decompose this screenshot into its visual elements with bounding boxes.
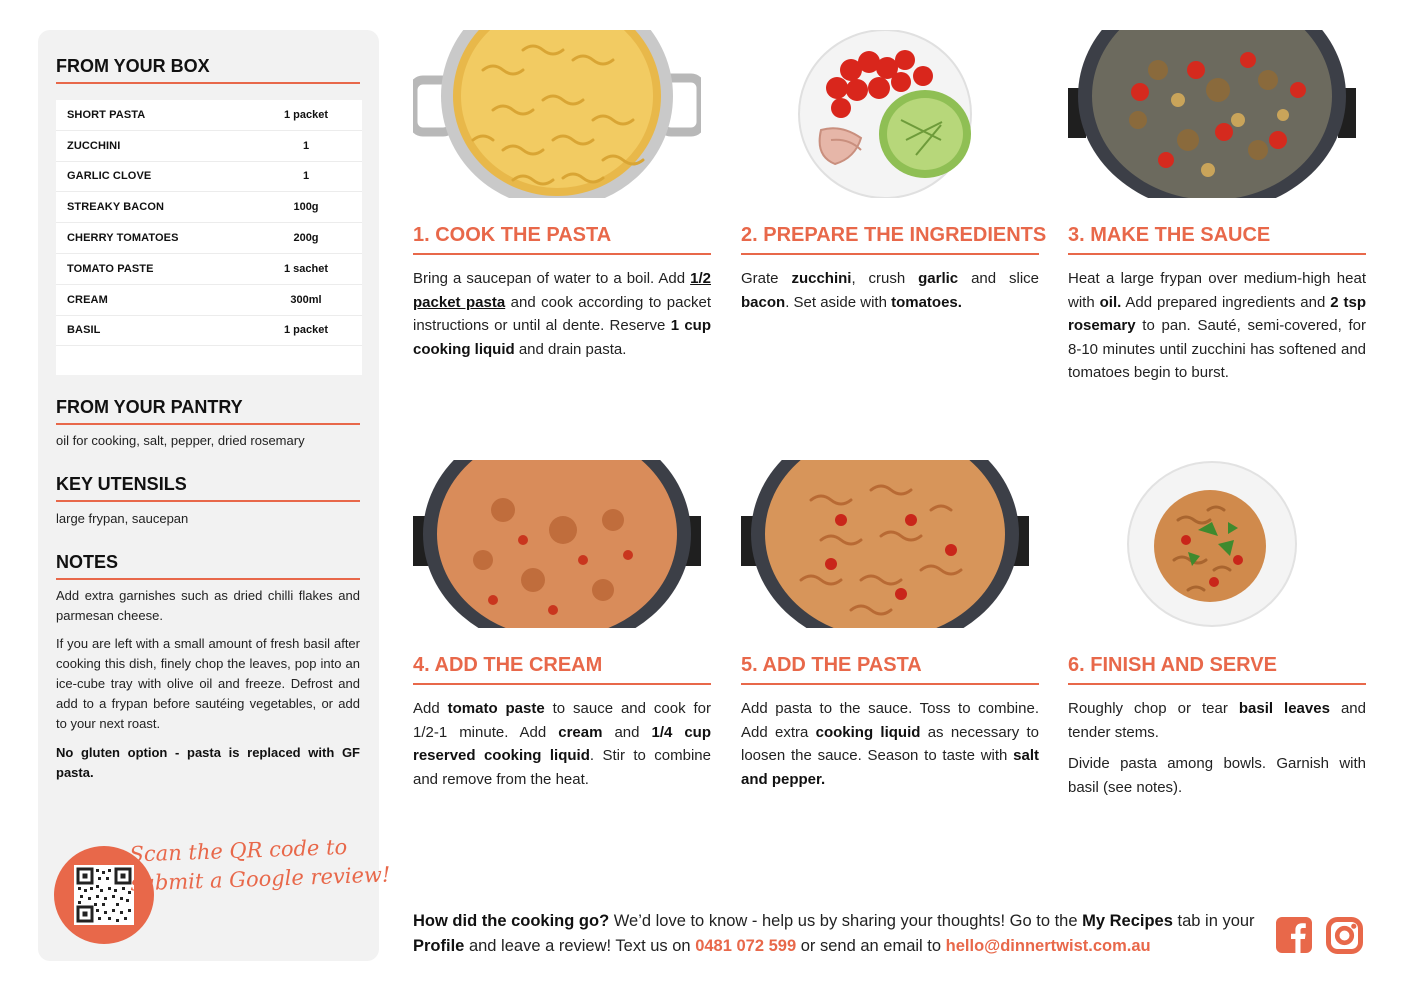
ingredient-row: [56, 285, 362, 316]
notes-paragraph-1: Add extra garnishes such as dried chilli flakes and parmesan cheese.: [56, 588, 360, 623]
step-2-text: Grate: [741, 270, 792, 287]
box-heading-rule: [56, 82, 360, 84]
notes-heading-rule: [56, 578, 360, 580]
ingredient-row: [56, 131, 362, 162]
ingredient-row: [56, 254, 362, 285]
ingredient-row: [56, 100, 362, 131]
step-3-text: Add prepared ingredients and: [1121, 293, 1331, 311]
ingredient-quantity: 1 packet: [283, 324, 329, 337]
step-2-bold: bacon: [741, 293, 786, 311]
step-4-text: . Stir to combine and remove from the heat.: [413, 747, 711, 788]
step-1-title: 1. COOK THE PASTA: [413, 224, 612, 246]
ingredient-quantity: 300ml: [290, 293, 322, 306]
step-6-image: [1068, 460, 1356, 628]
footer-phone-link[interactable]: 0481 072 599: [695, 937, 797, 955]
ingredient-quantity: 200g: [293, 232, 319, 245]
step-4-text: Add: [413, 700, 448, 717]
ingredient-name: ZUCCHINI: [67, 139, 121, 152]
box-heading: FROM YOUR BOX: [56, 56, 210, 76]
step-2-bold: garlic: [918, 270, 959, 287]
utensils-heading-rule: [56, 500, 360, 502]
step-5-bold: salt and pepper.: [741, 747, 1039, 788]
step-5-text: Add pasta to the sauce. Toss to combine. Add extra: [741, 700, 1039, 741]
step-6-body: [1068, 697, 1366, 807]
step-5-title: 5. ADD THE PASTA: [741, 654, 922, 676]
footer-text: and leave a review! Text us on: [464, 937, 696, 955]
footer-text: or send an email to: [796, 937, 946, 955]
step-3-rule: [1068, 253, 1366, 255]
notes-gluten-option: No gluten option - pasta is replaced with GF pasta.: [56, 745, 360, 780]
notes-heading: NOTES: [56, 552, 119, 572]
step-4-bold: cream: [558, 723, 603, 741]
ingredient-name: GARLIC CLOVE: [67, 170, 152, 183]
step-2-bold: zucchini: [791, 270, 852, 287]
sidebar: [38, 30, 379, 961]
utensils-text: large frypan, saucepan: [56, 511, 189, 526]
step-3-body: [1068, 267, 1366, 393]
step-3-bold: 2 tsp rosemary: [1068, 293, 1367, 334]
step-6-text: and tender stems.: [1068, 700, 1366, 741]
ingredient-quantity: 100g: [293, 201, 319, 214]
step-6-paragraph-2: Divide pasta among bowls. Garnish with basil (see notes).: [1068, 755, 1366, 796]
ingredient-quantity: 1: [302, 170, 310, 183]
step-4-body: [413, 697, 711, 799]
step-4-title: 4. ADD THE CREAM: [413, 654, 603, 676]
ingredient-name: TOMATO PASTE: [67, 262, 154, 275]
notes-paragraph-2: If you are left with a small amount of fresh basil after cooking this dish, finely chop the leaves, pop into an ice-cube tray with olive oil and freeze. Defrost and add to a frypan before sautéing vegetables, or add to your next roast.: [56, 636, 360, 731]
step-2-text: , crush: [851, 270, 919, 287]
step-2-text: . Set aside with: [785, 293, 892, 311]
step-4-rule: [413, 683, 711, 685]
step-4-text: to sauce and cook for 1/2-1 minute. Add: [413, 700, 711, 741]
pantry-heading-rule: [56, 423, 360, 425]
step-1-rule: [413, 253, 711, 255]
ingredient-quantity: 1: [302, 139, 310, 152]
step-3-title: 3. MAKE THE SAUCE: [1068, 224, 1271, 246]
qr-code-icon[interactable]: [74, 865, 134, 925]
qr-caption-line-2: submit a Google review!: [130, 862, 391, 896]
utensils-heading: KEY UTENSILS: [56, 474, 187, 494]
ingredient-row: [56, 162, 362, 193]
ingredient-name: STREAKY BACON: [67, 201, 165, 214]
step-2-body: [741, 267, 1039, 322]
ingredient-row: [56, 316, 362, 347]
step-4-text: and: [602, 723, 652, 741]
facebook-icon[interactable]: [1276, 917, 1312, 958]
step-1-text: and drain pasta.: [514, 340, 627, 358]
step-1-text: and cook according to packet instructions or until al dente. Reserve: [413, 293, 711, 334]
step-3-text: Heat a large frypan over medium-high heat with: [1068, 270, 1366, 311]
pantry-heading: FROM YOUR PANTRY: [56, 397, 243, 417]
ingredients-table: [56, 100, 362, 375]
step-4-bold: tomato paste: [447, 700, 545, 717]
step-5-rule: [741, 683, 1039, 685]
step-6-text: Roughly chop or tear: [1068, 700, 1239, 717]
step-1-text: Bring a saucepan of water to a boil. Add: [413, 270, 691, 287]
ingredient-name: SHORT PASTA: [67, 108, 146, 121]
footer-email-link[interactable]: hello@dinnertwist.com.au: [945, 937, 1151, 955]
footer-question: How did the cooking go?: [413, 912, 610, 930]
qr-caption-line-1: Scan the QR code to: [129, 834, 348, 867]
ingredient-quantity: 1 sachet: [283, 262, 329, 275]
feedback-footer: [413, 909, 1263, 959]
step-3-text: to pan. Sauté, semi-covered, for 8-10 minutes until zucchini has softened and tomatoes begin to burst.: [1068, 317, 1366, 381]
step-1-bold-liquid: 1 cup cooking liquid: [413, 317, 711, 358]
step-1-bold-pasta: 1/2 packet pasta: [413, 270, 711, 311]
ingredient-name: BASIL: [67, 324, 101, 337]
pantry-text: oil for cooking, salt, pepper, dried rosemary: [56, 433, 305, 448]
instagram-icon[interactable]: [1326, 917, 1363, 959]
step-2-bold: tomatoes.: [891, 293, 962, 311]
step-2-rule: [741, 253, 1039, 255]
ingredient-quantity: 1 packet: [283, 108, 329, 121]
footer-profile: Profile: [413, 937, 465, 955]
step-6-bold: basil leaves: [1238, 700, 1330, 717]
step-5-image: [741, 460, 1029, 628]
step-4-bold: 1/4 cup reserved cooking liquid: [413, 723, 712, 764]
step-2-text: and slice: [958, 270, 1040, 287]
step-2-image: [741, 30, 1029, 198]
step-6-title: 6. FINISH AND SERVE: [1068, 654, 1277, 676]
footer-text: We’d love to know - help us by sharing your thoughts! Go to the: [609, 912, 1083, 930]
step-5-text: as necessary to loosen the sauce. Season to taste with: [741, 723, 1040, 764]
step-1-body: [413, 267, 711, 369]
step-5-body: [741, 697, 1039, 799]
step-3-bold: oil.: [1099, 293, 1122, 311]
footer-my-recipes: My Recipes: [1082, 912, 1173, 930]
step-5-bold: cooking liquid: [815, 723, 921, 741]
ingredient-row: [56, 223, 362, 254]
step-2-title: 2. PREPARE THE INGREDIENTS: [741, 224, 1047, 246]
ingredient-row: [56, 192, 362, 223]
step-4-image: [413, 460, 701, 628]
footer-text: tab in your: [1172, 912, 1255, 930]
step-1-image: [413, 30, 701, 198]
step-6-rule: [1068, 683, 1366, 685]
step-3-image: [1068, 30, 1356, 198]
qr-caption: [129, 831, 391, 898]
ingredient-name: CREAM: [67, 293, 108, 306]
ingredient-name: CHERRY TOMATOES: [67, 232, 179, 245]
